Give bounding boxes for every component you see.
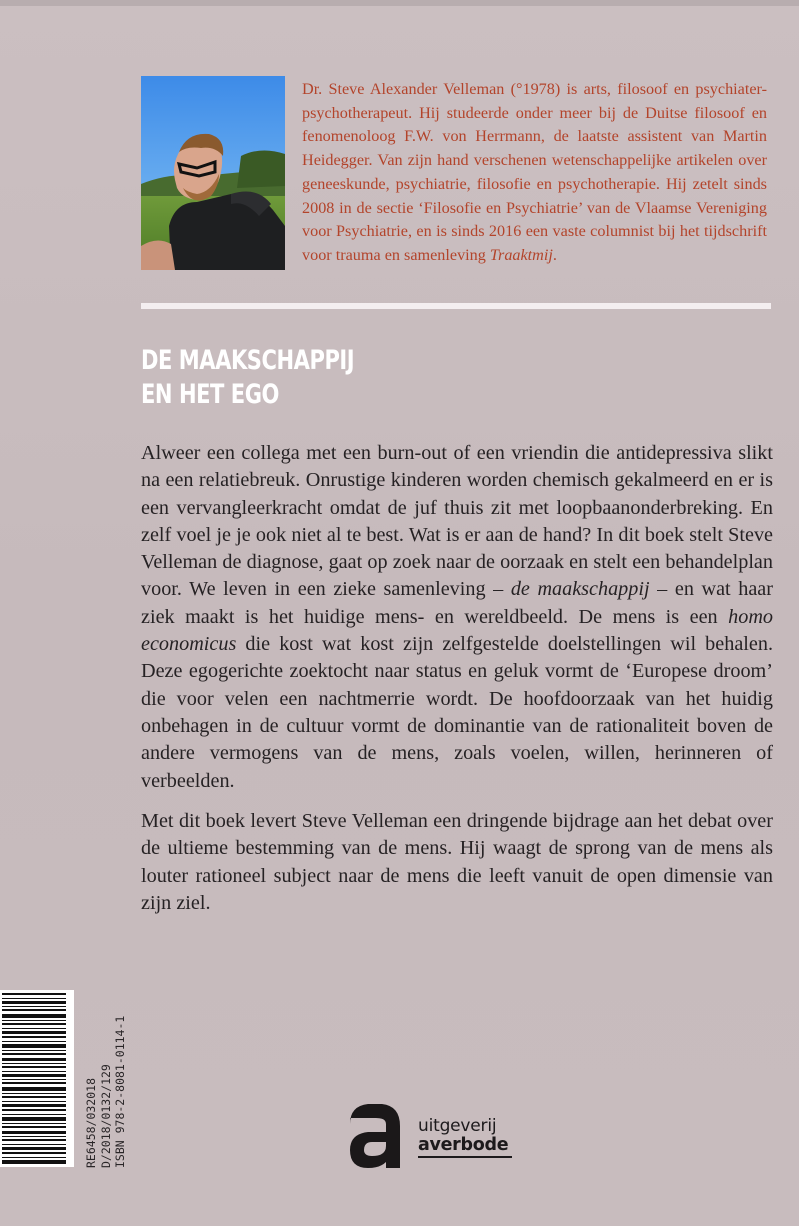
book-title-line1: DE MAAKSCHAPPIJ <box>141 345 355 376</box>
blurb-text: die kost wat kost zijn zelfgestelde doelstellingen wil behalen. Deze egogerichte zoektocht naar status en geluk vormt de ‘Europese droom’ die voor velen een nachtmerrie wordt. De hoofdoorzaak van het huidig onbehagen in de cultuur vormt de dominantie van de rationaliteit boven de andere vermogens van de mens, zoals voelen, willen, herinneren of verbeelden. <box>141 633 773 792</box>
blurb-paragraph-2: Met dit boek levert Steve Velleman een dringende bijdrage aan het debat over de ultieme bestemming van de mens. Hij waagt de sprong van de mens als louter rationeel subject naar de mens die leeft vanuit de open dimensie van zijn ziel. <box>141 810 773 914</box>
barcode-icon <box>2 990 66 1167</box>
bio-text-end: . <box>552 245 557 264</box>
author-bio <box>302 78 767 268</box>
publisher-line1: uitgeverij <box>418 1116 497 1136</box>
book-title-line2: EN HET EGO <box>141 379 279 410</box>
publisher-line2: averbode <box>418 1135 509 1155</box>
cover-top-edge <box>0 0 799 6</box>
section-divider <box>141 303 771 309</box>
blurb-italic-homo-economicus: homo economicus <box>141 605 773 656</box>
barcode <box>0 990 74 1167</box>
code-line-2: D/2018/0132/129 <box>98 1064 113 1168</box>
author-photo <box>141 76 285 270</box>
blurb-text: – en wat haar ziek maakt is het huidige mens- en wereldbeeld. De mens is een <box>141 578 773 628</box>
isbn-block <box>84 990 128 1168</box>
publisher-underline <box>418 1156 512 1158</box>
isbn-line: ISBN 978-2-8081-0114-1 <box>113 1015 127 1168</box>
blurb-italic-maakschappij: de maakschappij <box>510 578 650 601</box>
bio-magazine-title: Traaktmij <box>489 245 553 264</box>
averbode-a-logo-icon <box>346 1084 404 1168</box>
blurb-text: Alweer een collega met een burn-out of een vriendin die antidepressiva slikt na een relatiebreuk. Onrustige kinderen worden chemisch gekalmeerd en er is een vervangleerkracht omdat de juf thuis zit met loopbaanonderbreking. En zelf voel je je ook niet al te best. Wat is er aan de hand? In dit boek stelt Steve Velleman de diagnose, gaat op zoek naar de oorzaak en stelt een behandelplan voor. We leven in een zieke samenleving – <box>141 442 773 601</box>
book-title <box>141 344 354 412</box>
bio-text: Dr. Steve Alexander Velleman (°1978) is arts, filosoof en psychiater-psychotherapeut. Hij studeerde onder meer bij de Duitse filosoof en fenomenoloog F.W. von Herrmann, de laatste assistent van Martin Heidegger. Van zijn hand verschenen wetenschappelijke artikelen over geneeskunde, psychiatrie, filosofie en psychotherapie. Hij zetelt sinds 2008 in de sectie ‘Filosofie en Psychiatrie’ van de Vlaamse Vereniging voor Psychiatrie, en is sinds 2016 een vaste columnist bij het tijdschrift voor trauma en samenleving <box>302 80 767 264</box>
code-line-1: RE6458/032018 <box>84 1077 98 1168</box>
blurb-paragraph-1 <box>141 440 773 795</box>
publisher-name <box>418 1116 512 1158</box>
